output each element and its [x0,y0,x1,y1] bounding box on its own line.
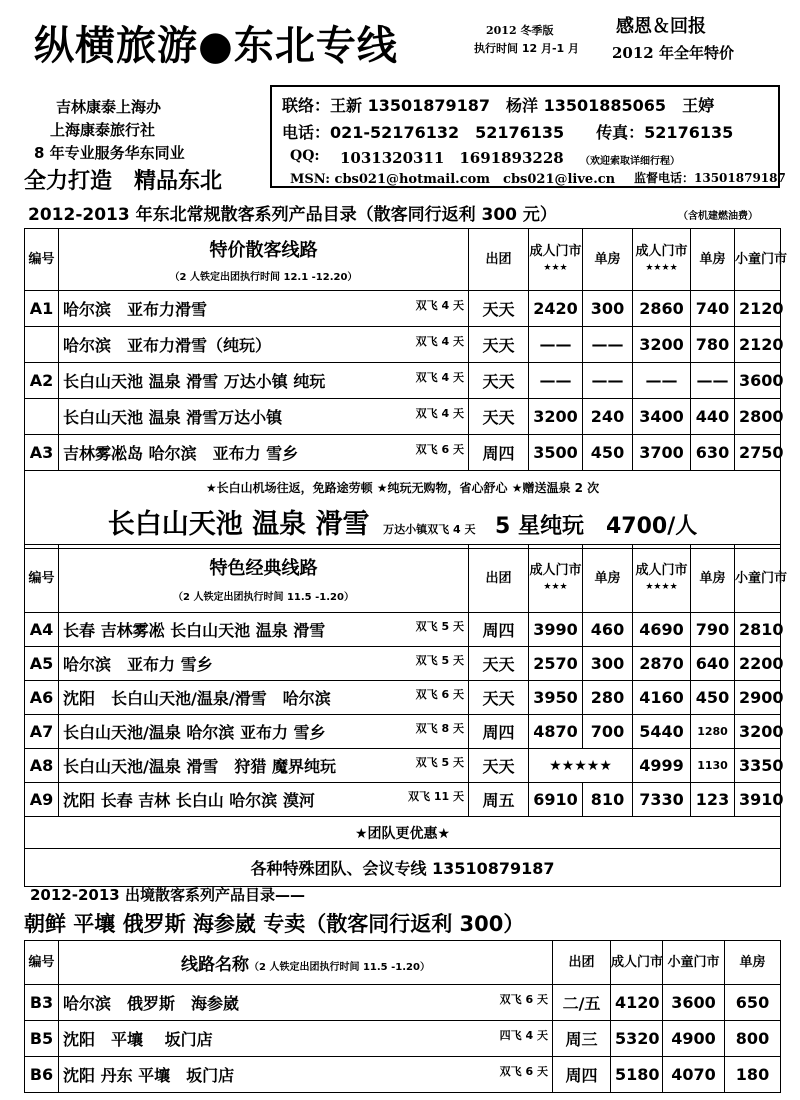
promo-features: ★长白山机场往返，免路途劳顿 ★纯玩无购物，省心舒心 ★赠送温泉 2 次 [205,480,600,495]
col-adult-4: 成人门市 [635,562,688,578]
table-row: A7 长白山天池/温泉 哈尔滨 亚布力 雪乡 双飞 8 天 周四 4870 700 5440 1280 3200 [25,715,781,749]
stars-4: ★★★★ [645,581,678,592]
section1-note: （含机建燃油费） [678,211,758,222]
promo-row [25,471,781,549]
col-child: 小童门市 [735,229,781,291]
section1-title: 2012-2013 年东北常规散客系列产品目录（散客同行返利 300 元） [28,205,557,225]
col-child: 小童门市 [663,941,725,985]
stars-3: ★★★ [543,262,568,273]
col-no: 编号 [25,941,59,985]
table-special-routes [24,228,788,549]
table-outbound-routes [24,940,781,1093]
table-row: A1 哈尔滨 亚布力滑雪 双飞 4 天 天天 2420 300 2860 740 2120 [25,291,781,327]
contact-line-2: 电话：021-52176132 52176135 传真：52176135 [282,123,734,142]
col-adult-4: 成人门市 [635,243,688,259]
stars-4: ★★★★ [645,262,678,273]
table-row: A4 长春 吉林雾凇 长白山天池 温泉 滑雪 双飞 5 天 周四 3990 460 4690 790 2810 [25,613,781,647]
agency-line-1: 吉林康泰上海办 [56,98,162,116]
col-single-3: 单房 [583,229,633,291]
annual-label: 2012 年全年特价 [612,44,734,62]
table-row: 哈尔滨 亚布力滑雪（纯玩） 双飞 4 天 天天 —— —— 3200 780 2120 [25,327,781,363]
team-row [25,817,781,849]
promo-route: 长白山天池 温泉 滑雪 [107,508,370,540]
contact-line-1: 联络：王新 13501879187 杨洋 13501885065 王婷 [282,96,715,115]
col-route-name: 线路名称 [181,955,250,975]
col-single-3: 单房 [583,545,633,613]
col-no: 编号 [25,229,59,291]
slogan: 感恩＆回报 [616,16,706,37]
stars-3: ★★★ [543,581,568,592]
page-title: 纵横旅游●东北专线 [34,23,398,69]
table-row: B5 沈阳 平壤 坂门店 四飞 4 天 周三 5320 4900 800 [25,1021,781,1057]
qq-note: （欢迎索取详细行程） [580,156,680,167]
table-row: 长白山天池 温泉 滑雪万达小镇 双飞 4 天 天天 3200 240 3400 440 2800 [25,399,781,435]
special-row [25,849,781,887]
table2-sub: （2 人铁定出团执行时间 11.5 -1.20） [173,592,354,603]
table1-heading: 特价散客线路 [209,240,318,261]
col-adult-3: 成人门市 [529,243,582,259]
table-header-row [25,941,781,985]
table-row: B3 哈尔滨 俄罗斯 海参崴 双飞 6 天 二/五 4120 3600 650 [25,985,781,1021]
five-star-rating: ★★★★★ [529,749,633,783]
table-row: A9 沈阳 长春 吉林 长白山 哈尔滨 漠河 双飞 11 天 周五 6910 810 7330 123 3910 [25,783,781,817]
table-row: A6 沈阳 长白山天池/温泉/滑雪 哈尔滨 双飞 6 天 天天 3950 280 4160 450 2900 [25,681,781,715]
table1-sub: （2 人铁定出团执行时间 12.1 -12.20） [169,272,358,283]
table-header-row [25,545,781,613]
col-adult: 成人门市 [611,941,663,985]
msn-line: MSN: cbs021@hotmail.com cbs021@live.cn [290,172,616,187]
col-depart: 出团 [469,229,529,291]
special-groups: 各种特殊团队、会议专线 13510879187 [25,849,781,887]
table-row: A8 长白山天池/温泉 滑雪 狩猎 魔界纯玩 双飞 5 天 天天 ★★★★★ 4999 1130 3350 [25,749,781,783]
col-depart: 出团 [469,545,529,613]
agency-line-3: 8 年专业服务华东同业 [34,144,185,162]
table-classic-routes [24,544,788,887]
table-row: A5 哈尔滨 亚布力 雪乡 双飞 5 天 天天 2570 300 2870 640 2200 [25,647,781,681]
section2-title: 2012-2013 出境散客系列产品目录—— [30,886,305,904]
edition-label: 2012 冬季版 [486,24,554,37]
section2-headline: 朝鲜 平壤 俄罗斯 海参崴 专卖（散客同行返利 300） [24,912,525,936]
agency-tagline: 全力打造 精品东北 [24,169,223,194]
table3-sub: （2 人铁定出团执行时间 11.5 -1.20） [249,962,430,973]
table-row: A2 长白山天池 温泉 滑雪 万达小镇 纯玩 双飞 4 天 天天 —— —— —— —— 3600 [25,363,781,399]
promo-price: 5 星纯玩 4700/人 [495,513,698,539]
table-header-row [25,229,781,291]
qq-numbers: 1031320311 1691893228 [340,149,564,167]
agency-line-2: 上海康泰旅行社 [50,121,156,139]
col-single: 单房 [725,941,781,985]
col-single-4: 单房 [691,545,735,613]
table-row: B6 沈阳 丹东 平壤 坂门店 双飞 6 天 周四 5180 4070 180 [25,1057,781,1093]
promo-trip: 万达小镇双飞 4 天 [383,522,476,536]
col-depart: 出团 [553,941,611,985]
team-discount: ★团队更优惠★ [25,817,781,849]
table2-heading: 特色经典线路 [209,558,318,579]
col-single-4: 单房 [691,229,735,291]
qq-label: QQ: [290,148,320,164]
table-row: A3 吉林雾凇岛 哈尔滨 亚布力 雪乡 双飞 6 天 周四 3500 450 3700 630 2750 [25,435,781,471]
col-child: 小童门市 [735,545,781,613]
col-adult-3: 成人门市 [529,562,582,578]
period-label: 执行时间 12 月-1 月 [474,42,580,55]
col-no: 编号 [25,545,59,613]
supervise-phone: 监督电话：13501879187 [634,171,786,185]
